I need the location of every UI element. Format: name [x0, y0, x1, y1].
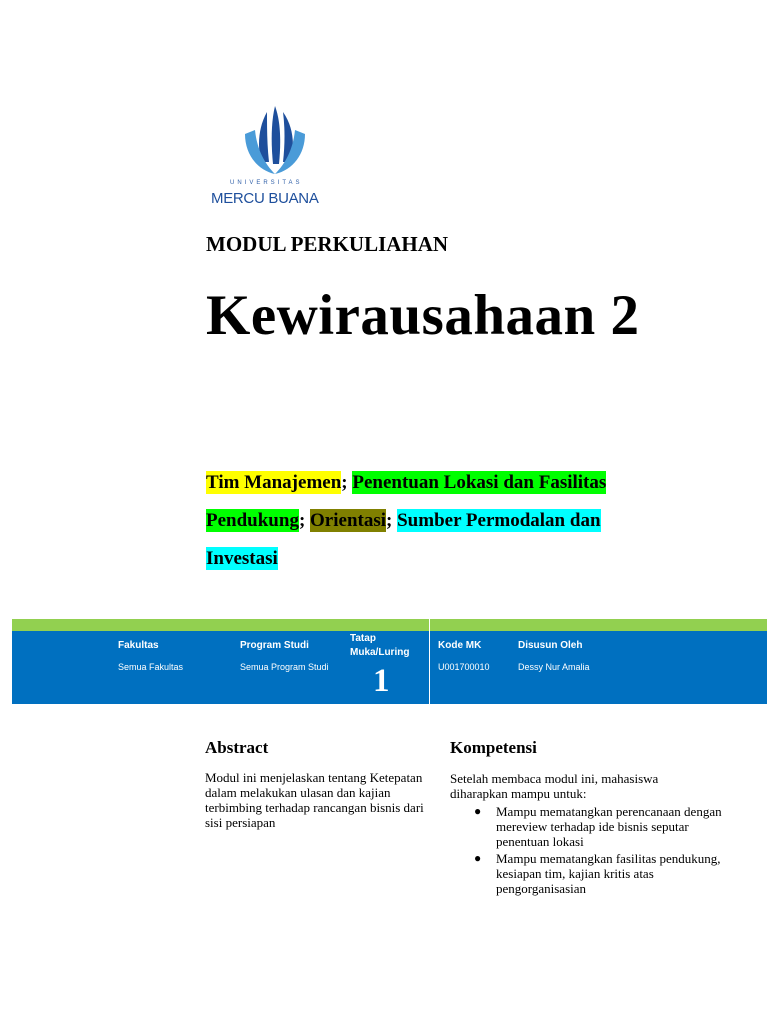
kompetensi-intro: Setelah membaca modul ini, mahasiswa diharapkan mampu untuk: [450, 771, 659, 801]
disusun-oleh-label: Disusun Oleh [518, 640, 583, 651]
program-studi-value: Semua Program Studi [240, 662, 329, 672]
kompetensi-heading: Kompetensi [450, 738, 537, 757]
list-item [474, 804, 724, 849]
topic-separator: ; [298, 510, 311, 531]
topic-sumber-permodalan: Sumber Permodalan dan Investasi [206, 510, 601, 569]
disusun-oleh-value: Dessy Nur Amalia [518, 662, 590, 672]
topic-penentuan-lokasi: Penentuan Lokasi dan Fasilitas Pendukung [206, 472, 607, 531]
logo-wordmark: MERCU BUANA [211, 190, 319, 207]
fakultas-value: Semua Fakultas [118, 662, 184, 672]
topic-list [206, 464, 626, 578]
university-logo [205, 104, 345, 212]
topic-separator: ; [386, 510, 398, 531]
abstract-heading: Abstract [205, 738, 269, 757]
topic-separator: ; [341, 472, 353, 493]
course-title: Kewirausahaan 2 [206, 284, 640, 347]
course-info-banner [12, 631, 768, 704]
fakultas-label: Fakultas [118, 640, 159, 651]
module-label: MODUL PERKULIAHAN [206, 232, 449, 256]
tatap-muka-value: 1 [373, 663, 390, 699]
kode-mk-value: U001700010 [438, 662, 490, 672]
kompetensi-list [474, 804, 724, 898]
mercu-buana-emblem-icon [205, 104, 345, 179]
program-studi-label: Program Studi [240, 640, 309, 651]
banner-divider [429, 619, 430, 704]
list-item [474, 851, 724, 896]
tatap-muka-label: Tatap Muka/Luring [350, 633, 410, 658]
bullet-icon: ● [474, 804, 482, 818]
topic-tim-manajemen: Tim Manajemen [206, 472, 342, 493]
logo-small-text: UNIVERSITAS [230, 180, 303, 186]
abstract-text: Modul ini menjelaskan tentang Ketepatan dalam melakukan ulasan dan kajian terbimbing terhadap rancangan bisnis dari sisi persiapan [205, 770, 424, 830]
kompetensi-item-text: Mampu mematangkan fasilitas pendukung, kesiapan tim, kajian kritis atas pengorganisasian [496, 851, 721, 896]
topic-orientasi: Orientasi [310, 510, 387, 531]
bullet-icon: ● [474, 851, 482, 865]
kompetensi-item-text: Mampu mematangkan perencanaan dengan mereview terhadap ide bisnis seputar penentuan lokasi [496, 804, 722, 849]
banner-stripe [12, 619, 768, 631]
kode-mk-label: Kode MK [438, 640, 482, 651]
